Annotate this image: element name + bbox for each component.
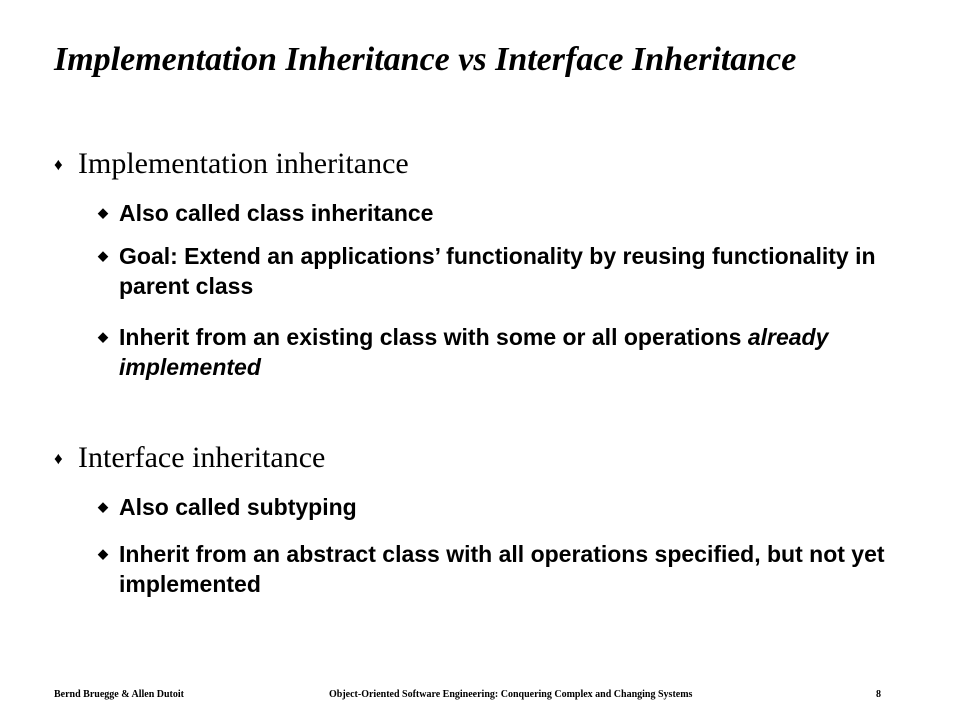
list-item-text: Also called subtyping (119, 494, 357, 520)
footer-page-number: 8 (876, 689, 881, 700)
list-item-plain-text: Inherit from an existing class with some or all operations (119, 324, 748, 350)
diamond-bullet-icon: ◆ (98, 205, 108, 220)
diamond-bullet-icon: ◆ (98, 546, 108, 561)
diamond-bullet-icon: ◆ (98, 329, 108, 344)
diamond-bullet-icon: ◆ (98, 248, 108, 263)
footer-book-title: Object-Oriented Software Engineering: Conquering Complex and Changing Systems (329, 689, 693, 700)
list-item (98, 539, 888, 599)
emphasis-text: already implemented (119, 324, 829, 380)
diamond-bullet-icon: ♦ (54, 449, 63, 468)
list-item (98, 198, 888, 228)
diamond-bullet-icon: ♦ (54, 155, 63, 174)
diamond-bullet-icon: ◆ (98, 499, 108, 514)
list-item (98, 322, 888, 382)
list-item-text: Inherit from an abstract class with all operations specified, but not yet implemented (119, 541, 885, 597)
list-item-text (119, 322, 888, 382)
slide-title: Implementation Inheritance vs Interface Inheritance (54, 41, 797, 78)
list-item-text: Goal: Extend an applications’ functionality by reusing functionality in parent class (119, 243, 876, 299)
list-item (98, 492, 888, 522)
footer-authors: Bernd Bruegge & Allen Dutoit (54, 689, 184, 700)
list-item-text: Also called class inheritance (119, 200, 434, 226)
section-heading-text: Implementation inheritance (78, 147, 409, 180)
list-item (98, 241, 888, 301)
section-heading-text: Interface inheritance (78, 441, 326, 474)
